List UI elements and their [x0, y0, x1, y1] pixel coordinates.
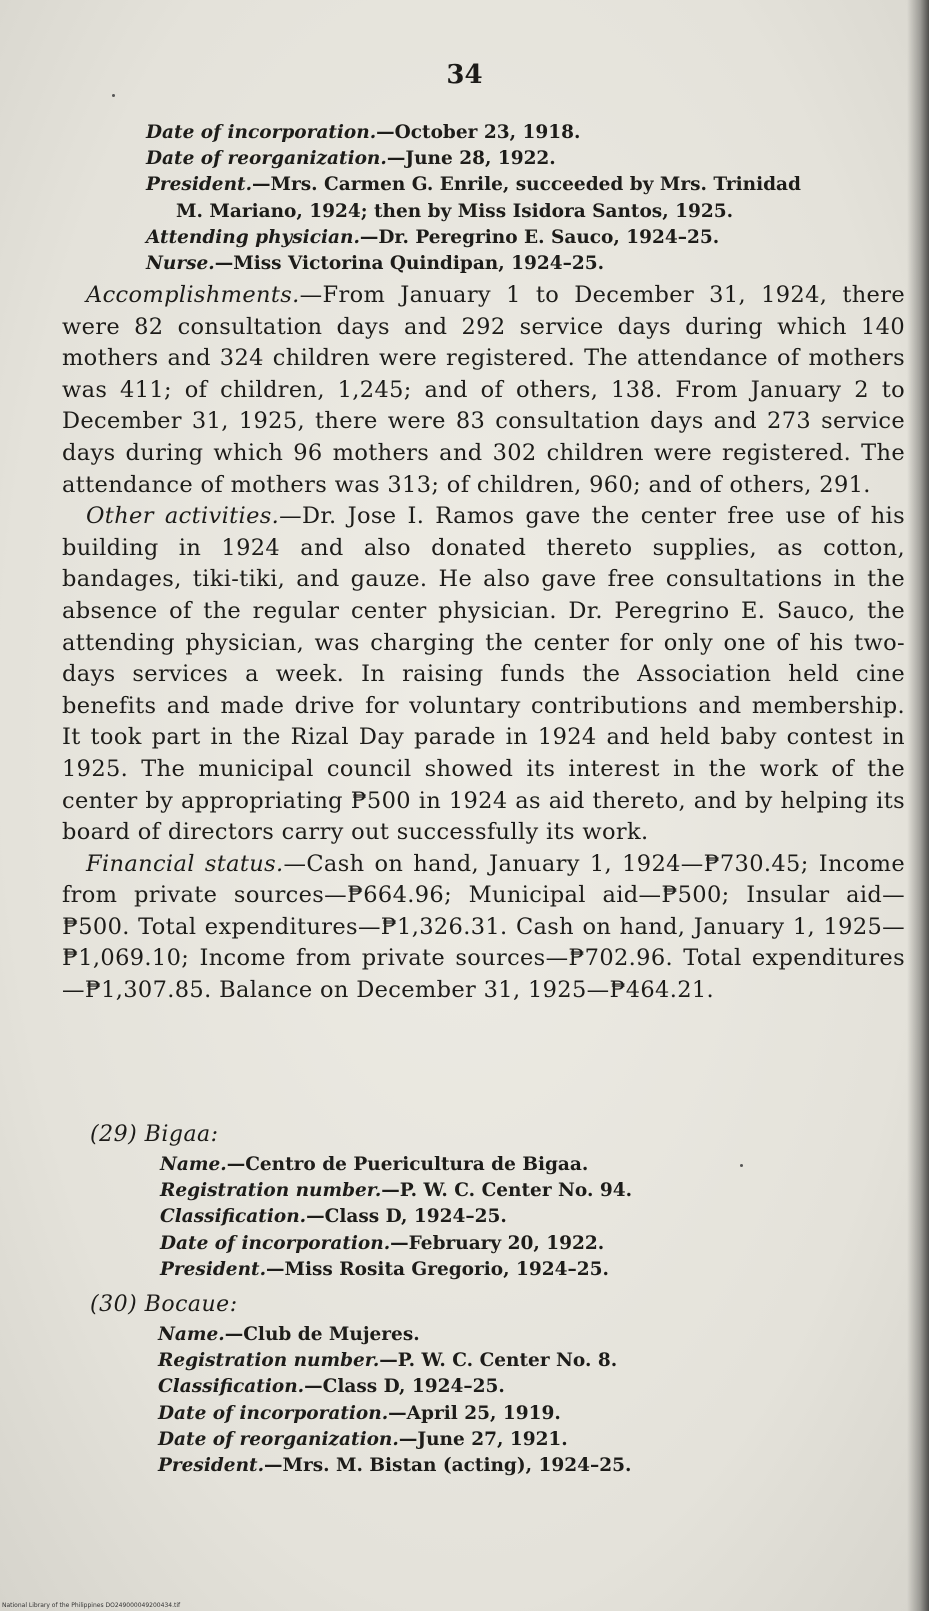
paragraph-accomplishments: Accomplishments.—From January 1 to December 31, 1924, there were 82 consultation days and 292 service days during which 140 mothers and 324 children were registered. The attendance of mothers was 411; of children, 1,245; and of others, 138. From January 2 to December 31, 1925, there were 83 consultation days and 273 service days during which 96 mothers and 302 children were registered. The attendance of mothers was 313; of children, 960; and of others, 291.	[62, 282, 905, 498]
section-details-bocaue	[158, 1322, 631, 1479]
meta-line: M. Mariano, 1924; then by Miss Isidora Santos, 1925.	[176, 200, 734, 222]
detail-line: Registration number.—P. W. C. Center No. 8.	[158, 1350, 618, 1372]
page-shadow-edge	[907, 0, 929, 1611]
page-number: 34	[446, 60, 483, 90]
detail-line: Date of incorporation.—April 25, 1919.	[158, 1402, 561, 1424]
section-heading-bocaue: (30) Bocaue:	[90, 1292, 238, 1317]
detail-line: Date of reorganization.—June 27, 1921.	[158, 1428, 568, 1450]
body-text	[62, 280, 905, 1007]
detail-line: Name.—Club de Mujeres.	[158, 1324, 420, 1345]
scan-speck	[112, 94, 115, 97]
detail-line: Classification.—Class D, 1924–25.	[160, 1206, 507, 1228]
section-details-bigaa	[160, 1152, 632, 1283]
paragraph-financial-status: Financial status.—Cash on hand, January 1, 1924—₱730.45; Income from private sources—₱664.96; Municipal aid—₱500; Insular aid—₱500. Total expenditures—₱1,326.31. Cash on hand, January 1, 1925—₱1,069.10; Income from private sources—₱702.96. Total expenditures—₱1,307.85. Balance on December 31, 1925—₱464.21.	[62, 850, 905, 1004]
scan-footer-label: National Library of the Philippines DO249000049200434.tif	[2, 1602, 181, 1609]
meta-line: President.—Mrs. Carmen G. Enrile, succeeded by Mrs. Trinidad	[146, 174, 801, 196]
detail-line: Date of incorporation.—February 20, 1922.	[160, 1232, 605, 1254]
meta-line: Date of reorganization.—June 28, 1922.	[146, 148, 556, 170]
scan-speck	[740, 1164, 743, 1167]
meta-line: Date of incorporation.—October 23, 1918.	[146, 122, 581, 143]
detail-line: President.—Miss Rosita Gregorio, 1924–25.	[160, 1258, 609, 1280]
meta-line: Nurse.—Miss Victorina Quindipan, 1924–25.	[146, 253, 605, 275]
meta-line: Attending physician.—Dr. Peregrino E. Sauco, 1924–25.	[146, 226, 720, 248]
paragraph-other-activities: Other activities.—Dr. Jose I. Ramos gave the center free use of his building in 1924 and also donated thereto supplies, as cotton, bandages, tiki-tiki, and gauze. He also gave free consultations in the absence of the regular center physician. Dr. Peregrino E. Sauco, the attending physician, was charging the center for only one of his two-days services a week. In raising funds the Association held cine benefits and made drive for voluntary contributions and membership. It took part in the Rizal Day parade in 1924 and held baby contest in 1925. The municipal council showed its interest in the work of the center by appropriating ₱500 in 1924 as aid thereto, and by helping its board of directors carry out successfully its work.	[62, 503, 905, 846]
detail-line: Registration number.—P. W. C. Center No. 94.	[160, 1180, 633, 1202]
detail-line: Name.—Centro de Puericultura de Bigaa.	[160, 1154, 589, 1175]
header-metadata	[146, 120, 801, 277]
detail-line: President.—Mrs. M. Bistan (acting), 1924–25.	[158, 1455, 632, 1477]
section-heading-bigaa: (29) Bigaa:	[90, 1122, 219, 1147]
detail-line: Classification.—Class D, 1924–25.	[158, 1376, 505, 1398]
